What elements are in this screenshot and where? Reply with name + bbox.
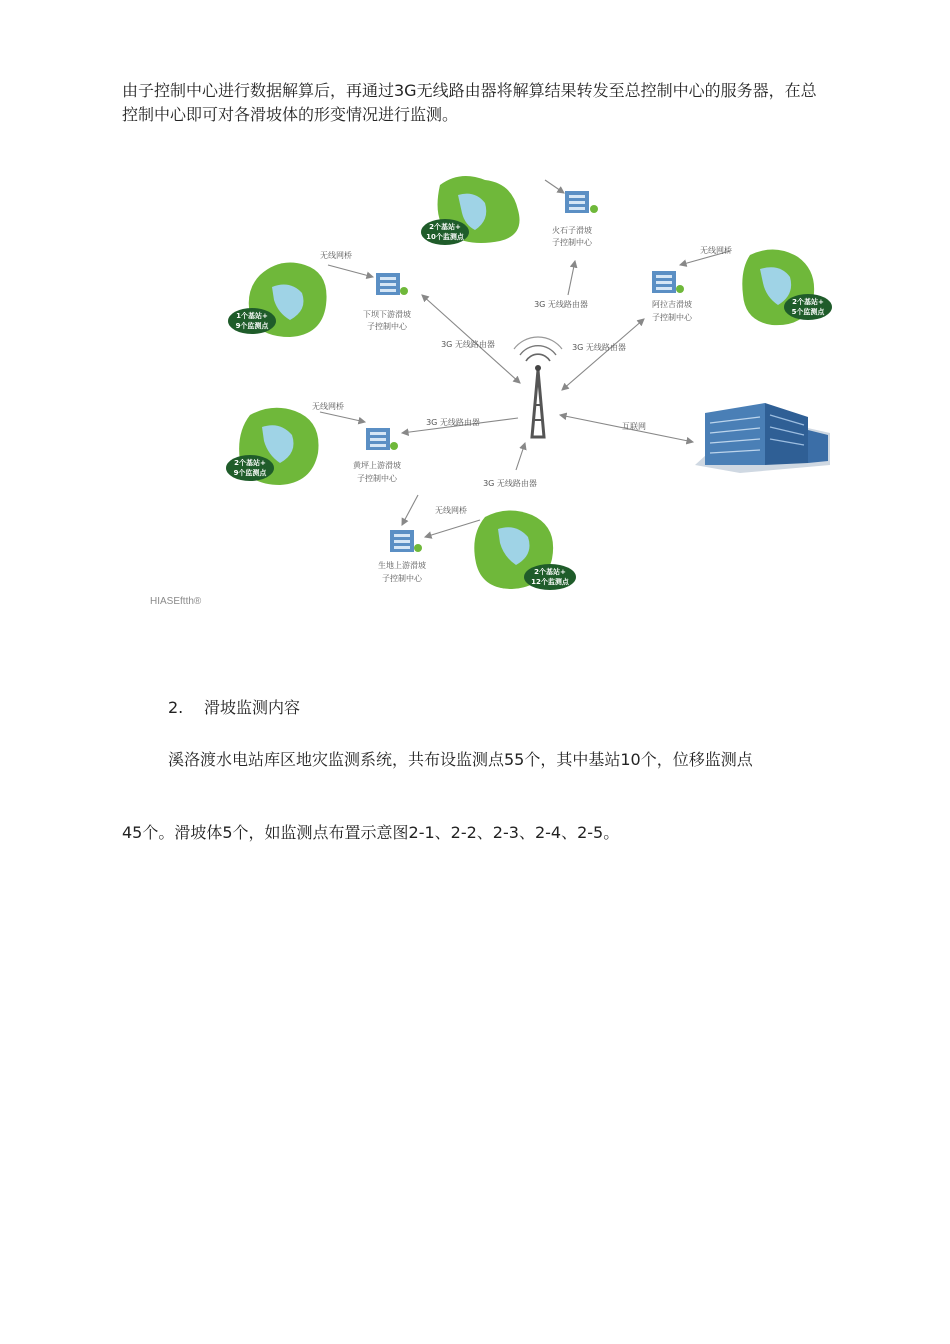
building-lower-left-icon: [366, 428, 398, 450]
center-bottom-line1: 生地上游滑坡: [378, 561, 426, 570]
label-router-top: 3G 无线路由器: [534, 300, 588, 309]
badge-bottom-line2: 12个监测点: [531, 578, 569, 586]
badge-right-line2: 5个监测点: [791, 308, 825, 316]
headquarters-building-icon: [695, 403, 830, 473]
label-router-right: 3G 无线路由器: [572, 343, 626, 352]
badge-upper-left: [228, 308, 276, 334]
center-lower-left-line2: 子控制中心: [357, 474, 397, 483]
label-bridge-bottom: 无线网桥: [435, 506, 467, 515]
label-router-lower-left: 3G 无线路由器: [426, 418, 480, 427]
label-bridge-lower-left: 无线网桥: [312, 402, 344, 411]
badge-right: [784, 294, 832, 320]
label-router-upper-left: 3G 无线路由器: [441, 340, 495, 349]
body-paragraph-1: 溪洛渡水电站库区地灾监测系统，共布设监测点55个，其中基站10个，位移监测点: [168, 750, 753, 769]
center-lower-left-line1: 黄坪上游滑坡: [353, 461, 401, 470]
badge-upper-left-line2: 9个监测点: [235, 322, 269, 330]
center-top-line1: 火石子滑坡: [552, 226, 592, 235]
badge-lower-left-line1: 2个基站+: [234, 459, 266, 467]
badge-top: [421, 219, 469, 245]
building-upper-left-icon: [376, 273, 408, 295]
center-right-line1: 阿拉吉滑坡: [652, 300, 692, 309]
watermark: HIASEftth®: [150, 596, 202, 607]
label-router-bottom: 3G 无线路由器: [483, 479, 537, 488]
badge-upper-left-line1: 1个基站+: [236, 312, 268, 320]
badge-top-line2: 10个监测点: [426, 233, 464, 241]
body-paragraph-2: 45个。滑坡体5个，如监测点布置示意图2-1、2-2、2-3、2-4、2-5。: [122, 823, 620, 842]
center-top-line2: 子控制中心: [552, 238, 592, 247]
network-diagram: [140, 165, 840, 615]
badge-bottom: [524, 564, 576, 590]
badge-lower-left-line2: 9个监测点: [233, 469, 267, 477]
building-bottom-icon: [390, 530, 422, 552]
section-number: 2.: [168, 698, 184, 717]
badge-right-line1: 2个基站+: [792, 298, 824, 306]
center-upper-left-line1: 下坝下游滑坡: [363, 310, 411, 319]
intro-paragraph: 由子控制中心进行数据解算后，再通过3G无线路由器将解算结果转发至总控制中心的服务器，在总控制中心即可对各滑坡体的形变情况进行监测。: [122, 81, 817, 124]
label-internet: 互联网: [622, 422, 646, 431]
building-top-icon: [565, 191, 598, 213]
radio-tower-icon: [514, 337, 562, 437]
building-right-icon: [652, 271, 684, 293]
label-bridge-right: 无线网桥: [700, 246, 732, 255]
badge-lower-left: [226, 455, 274, 481]
section-title: 滑坡监测内容: [204, 698, 301, 717]
badge-bottom-line1: 2个基站+: [534, 568, 566, 576]
section-heading: [168, 697, 300, 719]
badge-top-line1: 2个基站+: [429, 223, 461, 231]
center-bottom-line2: 子控制中心: [382, 574, 422, 583]
label-bridge-upper-left: 无线网桥: [320, 251, 352, 260]
center-upper-left-line2: 子控制中心: [367, 322, 407, 331]
center-right-line2: 子控制中心: [652, 313, 692, 322]
